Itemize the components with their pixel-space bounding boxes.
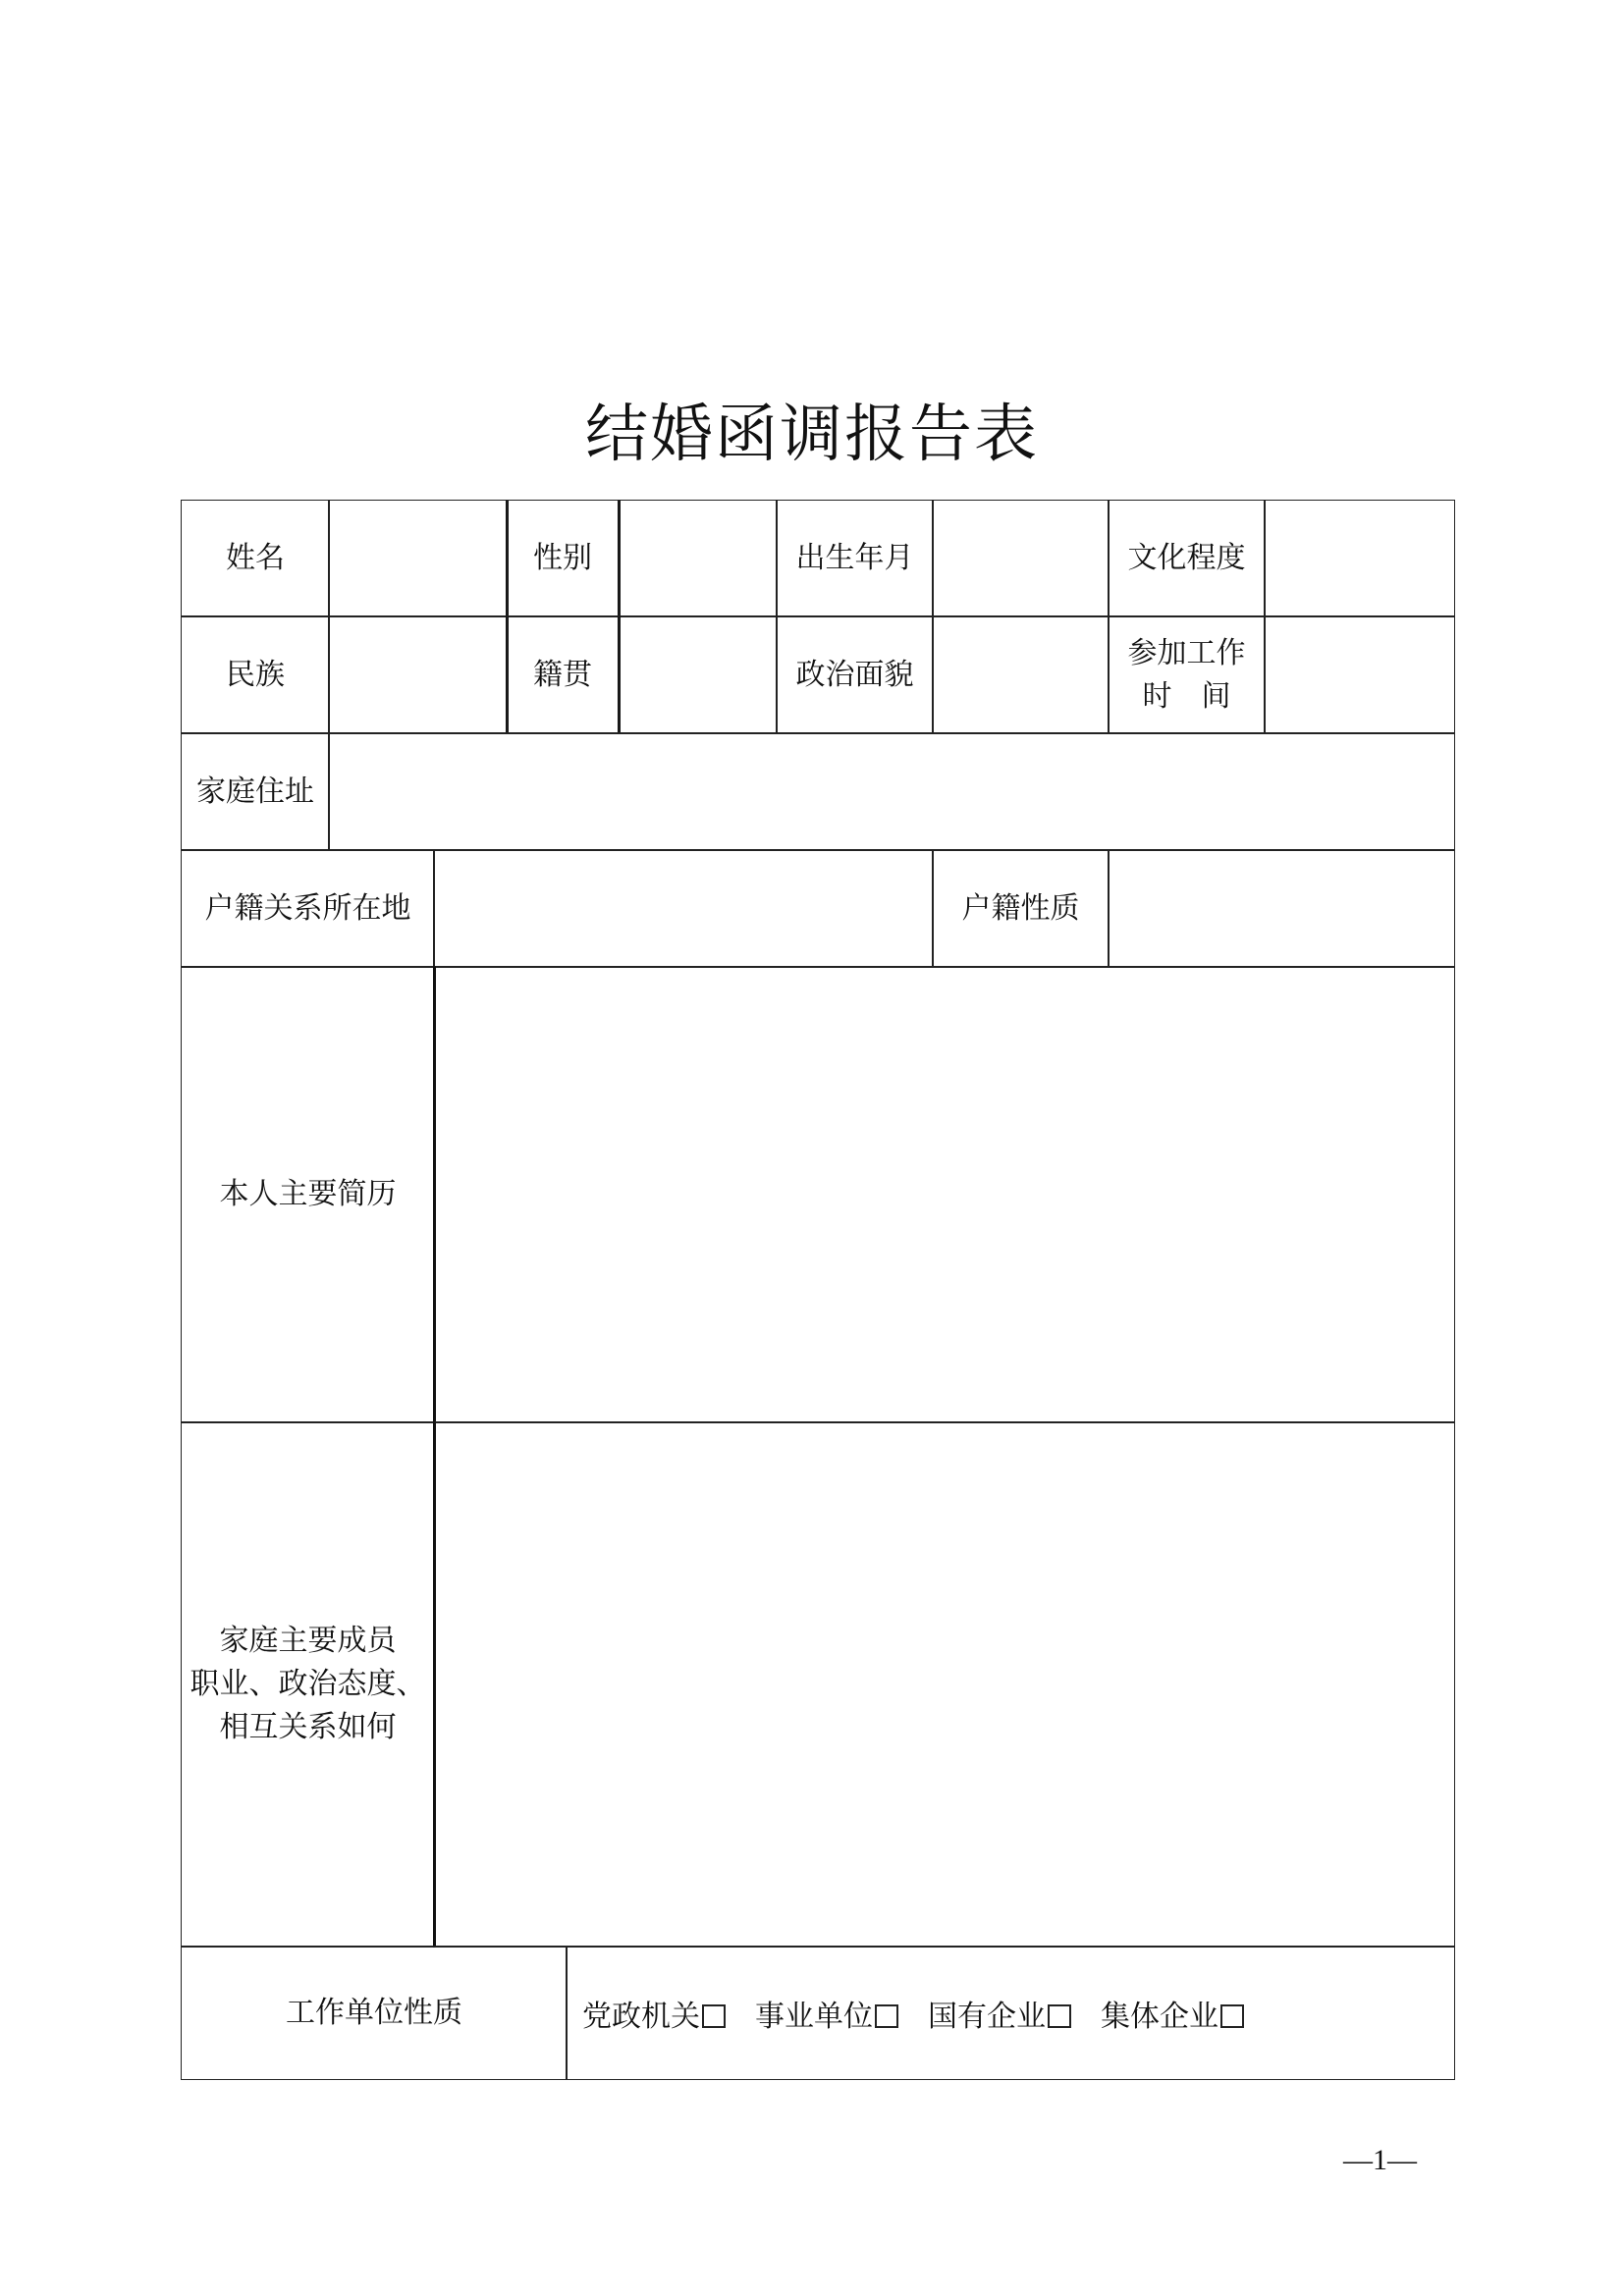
work-unit-options <box>566 1946 1455 2080</box>
work-start-label-line2: 时 间 <box>1142 678 1231 714</box>
gender-field[interactable] <box>619 500 778 617</box>
education-label: 文化程度 <box>1108 500 1266 617</box>
ethnicity-label: 民族 <box>181 615 330 734</box>
hukou-type-field[interactable] <box>1108 849 1455 968</box>
native-place-field[interactable] <box>619 615 778 734</box>
address-label: 家庭住址 <box>181 732 330 851</box>
hukou-type-label: 户籍性质 <box>932 849 1110 968</box>
family-label-line2: 职业、政治态度、 <box>189 1667 426 1701</box>
birth-field[interactable] <box>932 500 1110 617</box>
resume-label: 本人主要简历 <box>181 966 435 1423</box>
checkbox-state-enterprise[interactable] <box>1048 2004 1071 2028</box>
option-collective-enterprise[interactable]: 集体企业 <box>1101 1992 1244 2035</box>
checkbox-party-gov[interactable] <box>702 2004 726 2028</box>
political-field[interactable] <box>932 615 1110 734</box>
family-label <box>181 1421 435 1948</box>
gender-label: 性别 <box>507 500 621 617</box>
option-party-gov[interactable]: 党政机关 <box>582 1992 726 2035</box>
family-label-line1: 家庭主要成员 <box>219 1624 397 1658</box>
work-unit-label: 工作单位性质 <box>181 1946 568 2080</box>
ethnicity-field[interactable] <box>328 615 509 734</box>
family-field[interactable] <box>433 1421 1455 1948</box>
work-start-label-line1: 参加工作 <box>1127 635 1246 670</box>
birth-label: 出生年月 <box>776 500 934 617</box>
work-start-field[interactable] <box>1264 615 1455 734</box>
checkbox-collective-enterprise[interactable] <box>1220 2004 1244 2028</box>
education-field[interactable] <box>1264 500 1455 617</box>
option-public-institution[interactable]: 事业单位 <box>755 1992 898 2035</box>
resume-field[interactable] <box>433 966 1455 1423</box>
address-field[interactable] <box>328 732 1455 851</box>
political-label: 政治面貌 <box>776 615 934 734</box>
family-label-line3: 相互关系如何 <box>219 1710 397 1744</box>
page-title: 结婚函调报告表 <box>585 399 1039 471</box>
name-label: 姓名 <box>181 500 330 617</box>
page-number: —1— <box>1343 2144 1417 2176</box>
native-place-label: 籍贯 <box>507 615 621 734</box>
work-start-label <box>1108 615 1266 734</box>
hukou-location-label: 户籍关系所在地 <box>181 849 435 968</box>
marriage-report-form <box>181 500 1455 2080</box>
option-state-enterprise[interactable]: 国有企业 <box>928 1992 1071 2035</box>
name-field[interactable] <box>328 500 509 617</box>
checkbox-public-institution[interactable] <box>875 2004 898 2028</box>
hukou-location-field[interactable] <box>433 849 934 968</box>
